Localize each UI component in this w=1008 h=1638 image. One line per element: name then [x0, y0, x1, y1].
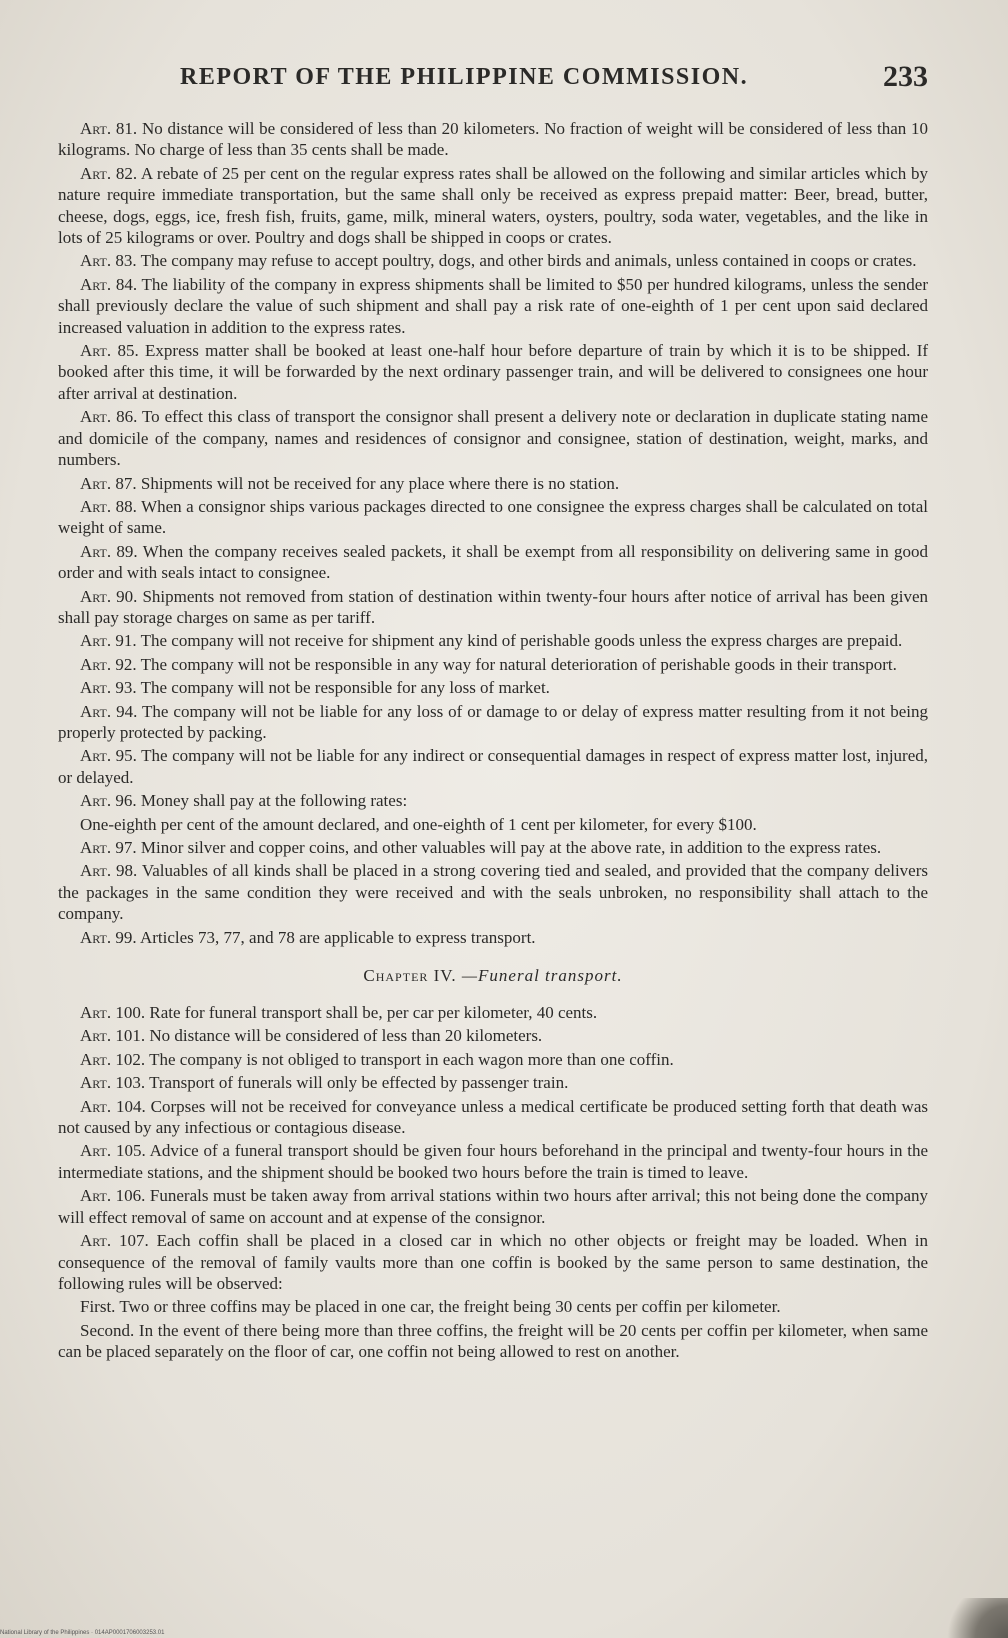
article-text: Articles 73, 77, and 78 are applicable to express transport.	[139, 927, 536, 947]
article-paragraph	[58, 677, 928, 698]
article-paragraph	[58, 1140, 928, 1183]
article-number: Art. 84.	[80, 274, 138, 294]
article-text: No distance will be considered of less than 20 kilometers. No fraction of weight will be considered of less than 10 kilograms. No charge of less than 35 cents shall be made.	[58, 119, 929, 160]
article-text: The company will not be liable for any loss of or damage to or delay of express matter resulting from it not being properly protected by packing.	[58, 701, 929, 742]
article-number: Art. 101.	[80, 1026, 146, 1046]
article-paragraph	[58, 541, 928, 584]
article-text: The company is not obliged to transport in each wagon more than one coffin.	[149, 1049, 674, 1069]
article-number: Art. 94.	[80, 701, 138, 721]
article-paragraph	[58, 1320, 928, 1363]
article-text: Valuables of all kinds shall be placed in a strong covering tied and sealed, and provided that the company delivers the packages in the same condition they were received and with the seals unbroken, no responsibility shall attach to the company.	[58, 861, 929, 924]
article-paragraph	[58, 496, 928, 539]
article-number: Art. 90.	[80, 586, 138, 606]
article-paragraph	[58, 701, 928, 744]
article-number: Art. 82.	[80, 163, 138, 183]
article-number: Art. 99.	[80, 927, 137, 947]
article-paragraph	[58, 473, 928, 494]
article-text: No distance will be considered of less than 20 kilometers.	[149, 1026, 543, 1046]
chapter-title: —Funeral transport.	[461, 966, 623, 986]
article-paragraph	[58, 860, 928, 924]
article-paragraph	[58, 1296, 928, 1317]
article-paragraph	[58, 927, 928, 948]
article-number: Art. 83.	[80, 251, 137, 271]
article-number: Art. 96.	[80, 791, 137, 811]
article-text: Rate for funeral transport shall be, per car per kilometer, 40 cents.	[149, 1003, 598, 1023]
article-paragraph	[58, 814, 928, 835]
article-text: Advice of a funeral transport should be given four hours beforehand in the principal and twenty-four hours in the intermediate stations, and the shipment should be booked two hours before the train is timed to leave.	[58, 1141, 929, 1182]
page-header	[0, 62, 1008, 102]
article-number: Art. 97.	[80, 838, 137, 857]
article-number: Art. 89.	[80, 541, 138, 561]
article-number: Art. 88.	[80, 496, 137, 516]
article-number: Art. 87.	[80, 473, 137, 493]
article-text: Second. In the event of there being more than three coffins, the freight will be 20 cents per coffin per kilometer, when same can be placed separately on the floor of car, one coffin not being allowed to rest on another.	[58, 1320, 928, 1362]
article-paragraph	[58, 163, 928, 249]
article-text: A rebate of 25 per cent on the regular express rates shall be allowed on the following and similar articles which by nature require immediate transportation, but the same shall only be received as express prepaid matter: Beer, bread, butter, cheese, dogs, eggs, ice, fresh fish, fruits, game, milk, mineral waters, oysters, poultry, soda water, vegetables, and the like in lots of 25 kilograms or over. Poultry and dogs shall be shipped in coops or crates.	[58, 163, 929, 248]
articles-section-express	[58, 118, 928, 948]
article-number: Art. 106.	[80, 1186, 146, 1206]
body-text	[58, 118, 928, 1365]
article-paragraph	[58, 1185, 928, 1228]
article-paragraph	[58, 654, 928, 675]
article-text: Funerals must be taken away from arrival stations within two hours after arrival; this not being done the company will effect removal of same on account and at expense of the consignor.	[58, 1186, 928, 1227]
article-paragraph	[58, 1025, 928, 1046]
article-paragraph	[58, 1002, 928, 1023]
article-paragraph	[58, 745, 928, 788]
article-text: When the company receives sealed packets, it shall be exempt from all responsibility on delivering same in good order and with seals intact to consignee.	[58, 541, 929, 583]
article-text: Corpses will not be received for conveyance unless a medical certificate be produced setting forth that death was not caused by any infectious or contagious disease.	[58, 1096, 928, 1138]
library-stamp: National Library of the Philippines · 014AP0001706003253.01	[0, 1630, 165, 1636]
article-paragraph	[58, 406, 928, 470]
article-paragraph	[58, 790, 928, 811]
article-paragraph	[58, 1072, 928, 1093]
article-paragraph	[58, 340, 928, 404]
article-number: Art. 107.	[80, 1231, 149, 1251]
article-text: Money shall pay at the following rates:	[140, 791, 408, 811]
article-number: Art. 81.	[80, 119, 138, 138]
article-paragraph	[58, 837, 928, 858]
article-paragraph	[58, 1049, 928, 1070]
article-text: Transport of funerals will only be effected by passenger train.	[149, 1073, 569, 1093]
article-number: Art. 91.	[80, 631, 137, 651]
article-number: Art. 100.	[80, 1003, 146, 1023]
article-paragraph	[58, 1096, 928, 1139]
article-text: When a consignor ships various packages directed to one consignee the express charges shall be calculated on total weight of same.	[58, 496, 928, 538]
article-text: First. Two or three coffins may be placed in one car, the freight being 30 cents per coffin per kilometer.	[80, 1297, 781, 1317]
article-text: Express matter shall be booked at least one-half hour before departure of train by which it is to be shipped. If booked after this time, it will be forwarded by the next ordinary passenger train, and will be delivered to consignees one hour after arrival at destination.	[58, 341, 929, 403]
running-title: REPORT OF THE PHILIPPINE COMMISSION.	[180, 64, 749, 90]
article-paragraph	[58, 250, 928, 271]
article-number: Art. 104.	[80, 1096, 146, 1116]
article-paragraph	[58, 118, 928, 161]
article-text: The company will not be responsible for any loss of market.	[140, 678, 550, 698]
article-paragraph	[58, 630, 928, 651]
article-number: Art. 98.	[80, 861, 138, 881]
article-number: Art. 85.	[80, 341, 139, 361]
article-text: To effect this class of transport the consignor shall present a delivery note or declaration in duplicate stating name and domicile of the company, names and residences of consignor and consignee, station of destination, weight, marks, and numbers.	[58, 407, 928, 470]
article-number: Art. 105.	[80, 1141, 146, 1161]
article-number: Art. 92.	[80, 654, 137, 674]
article-text: The liability of the company in express shipments shall be limited to $50 per hundred kilograms, unless the sender shall previously declare the value of such shipment and shall pay a risk rate of one-eighth of 1 per cent upon said declared increased valuation in addition to the express rates.	[58, 274, 928, 337]
article-number: Art. 86.	[80, 407, 138, 427]
article-number: Art. 93.	[80, 678, 137, 698]
article-paragraph	[58, 586, 928, 629]
article-text: Minor silver and copper coins, and other valuables will pay at the above rate, in addition to the express rates.	[140, 838, 882, 857]
article-text: Each coffin shall be placed in a closed car in which no other objects or freight may be loaded. When in consequence of the removal of family vaults more than one coffin is booked by the same person to same destination, the following rules will be observed:	[58, 1231, 929, 1293]
article-number: Art. 103.	[80, 1073, 146, 1093]
chapter-label: Chapter IV.	[363, 966, 457, 986]
page-number: 233	[883, 60, 928, 93]
article-number: Art. 95.	[80, 746, 137, 766]
article-text: Shipments will not be received for any place where there is no station.	[140, 473, 620, 493]
article-paragraph	[58, 1230, 928, 1294]
articles-section-funeral	[58, 1002, 928, 1363]
article-number: Art. 102.	[80, 1049, 146, 1069]
article-text: Shipments not removed from station of destination within twenty-four hours after notice of arrival has been given shall pay storage charges on same as per tariff.	[58, 586, 929, 627]
article-text: The company will not receive for shipment any kind of perishable goods unless the express charges are prepaid.	[140, 631, 903, 651]
article-text: The company will not be responsible in any way for natural deterioration of perishable goods in their transport.	[140, 654, 897, 674]
scan-corner-shadow	[938, 1598, 1008, 1638]
chapter-heading	[58, 966, 928, 986]
article-text: One-eighth per cent of the amount declared, and one-eighth of 1 cent per kilometer, for every $100.	[80, 814, 757, 834]
article-text: The company may refuse to accept poultry, dogs, and other birds and animals, unless contained in coops or crates.	[140, 251, 917, 271]
article-text: The company will not be liable for any indirect or consequential damages in respect of express matter lost, injured, or delayed.	[58, 746, 928, 787]
article-paragraph	[58, 274, 928, 338]
